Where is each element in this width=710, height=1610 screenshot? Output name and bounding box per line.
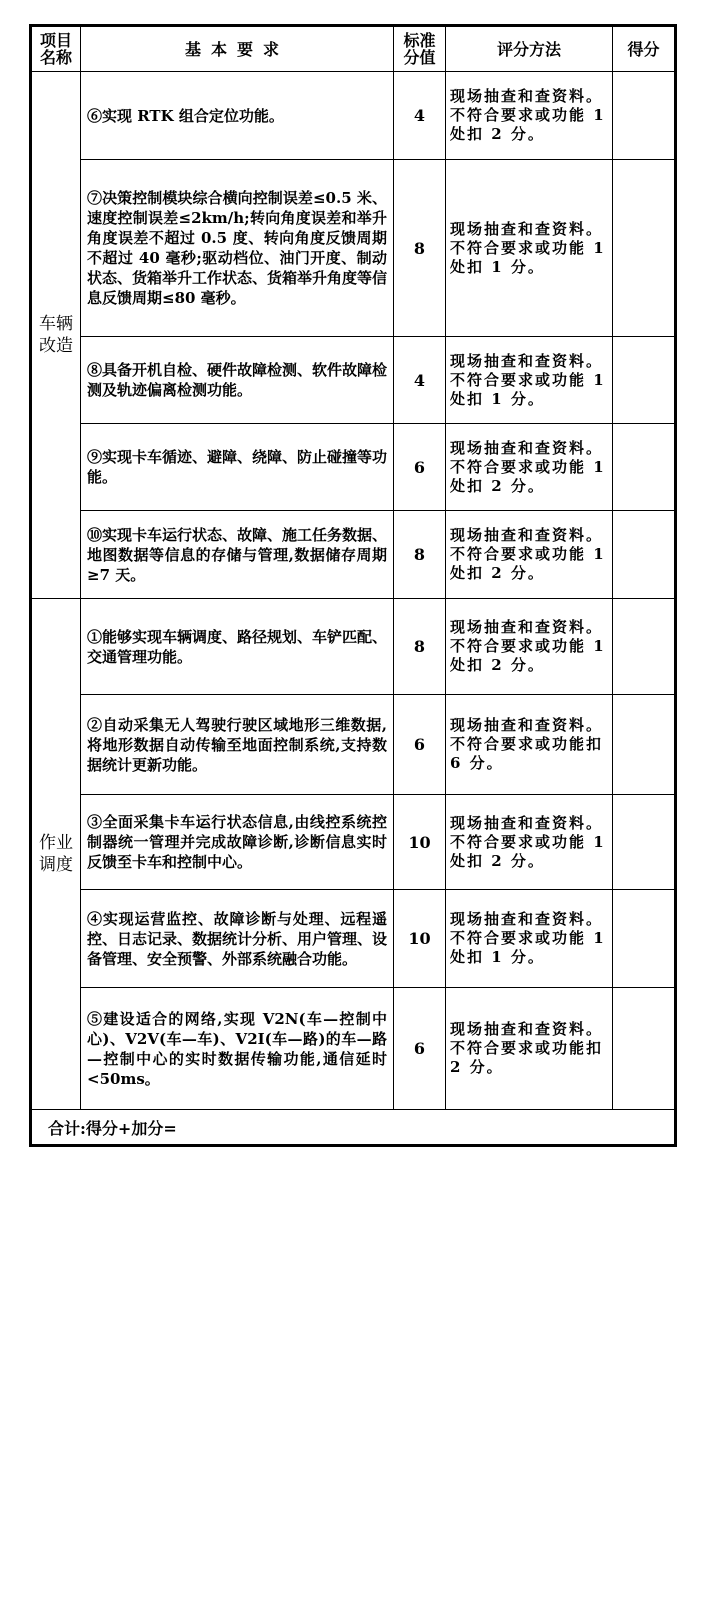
method-cell: 现场抽查和查资料。不符合要求或功能 1 处扣 2 分。 xyxy=(446,511,613,599)
table-row xyxy=(31,160,676,337)
method-cell: 现场抽查和查资料。不符合要求或功能 1 处扣 2 分。 xyxy=(446,424,613,511)
table-row xyxy=(31,424,676,511)
header-requirement: 基本要求 xyxy=(81,26,394,72)
requirement-cell: ⑨实现卡车循迹、避障、绕障、防止碰撞等功能。 xyxy=(81,424,394,511)
requirement-cell: ⑩实现卡车运行状态、故障、施工任务数据、地图数据等信息的存储与管理,数据储存周期≥7 天。 xyxy=(81,511,394,599)
score-cell: 8 xyxy=(394,511,446,599)
requirement-cell: ⑥实现 RTK 组合定位功能。 xyxy=(81,72,394,160)
score-cell: 8 xyxy=(394,599,446,695)
requirement-cell: ②自动采集无人驾驶行驶区域地形三维数据,将地形数据自动传输至地面控制系统,支持数据统计更新功能。 xyxy=(81,695,394,795)
score-cell: 4 xyxy=(394,72,446,160)
category-cell: 作业 调度 xyxy=(31,599,81,1110)
table-row xyxy=(31,72,676,160)
score-cell: 8 xyxy=(394,160,446,337)
got-cell xyxy=(613,795,676,890)
requirement-cell: ④实现运营监控、故障诊断与处理、远程遥控、日志记录、数据统计分析、用户管理、设备管理、安全预警、外部系统融合功能。 xyxy=(81,890,394,988)
score-cell: 10 xyxy=(394,890,446,988)
score-cell: 6 xyxy=(394,695,446,795)
requirement-cell: ⑦决策控制模块综合横向控制误差≤0.5 米、速度控制误差≤2km/h;转向角度误差和举升角度误差不超过 0.5 度、转向角度反馈周期不超过 40 毫秒;驱动档位、油门开度、制动状态、货箱举升工作状态、货箱举升角度等信息反馈周期≤80 毫秒。 xyxy=(81,160,394,337)
requirement-cell: ③全面采集卡车运行状态信息,由线控系统控制器统一管理并完成故障诊断,诊断信息实时反馈至卡车和控制中心。 xyxy=(81,795,394,890)
score-cell: 10 xyxy=(394,795,446,890)
method-cell: 现场抽查和查资料。不符合要求或功能扣 2 分。 xyxy=(446,988,613,1110)
header-method: 评分方法 xyxy=(446,26,613,72)
header-score: 标准 分值 xyxy=(394,26,446,72)
method-cell: 现场抽查和查资料。不符合要求或功能 1 处扣 2 分。 xyxy=(446,72,613,160)
table-row xyxy=(31,695,676,795)
method-cell: 现场抽查和查资料。不符合要求或功能 1 处扣 2 分。 xyxy=(446,795,613,890)
method-cell: 现场抽查和查资料。不符合要求或功能 1 处扣 1 分。 xyxy=(446,160,613,337)
table-row xyxy=(31,599,676,695)
got-cell xyxy=(613,511,676,599)
got-cell xyxy=(613,160,676,337)
header-got: 得分 xyxy=(613,26,676,72)
total-cell: 合计:得分+加分= xyxy=(31,1110,676,1146)
category-cell: 车辆 改造 xyxy=(31,72,81,599)
scoring-table xyxy=(29,24,677,1147)
got-cell xyxy=(613,890,676,988)
score-cell: 6 xyxy=(394,424,446,511)
table-row xyxy=(31,988,676,1110)
requirement-cell: ①能够实现车辆调度、路径规划、车铲匹配、交通管理功能。 xyxy=(81,599,394,695)
header-project: 项目 名称 xyxy=(31,26,81,72)
method-cell: 现场抽查和查资料。不符合要求或功能扣 6 分。 xyxy=(446,695,613,795)
got-cell xyxy=(613,337,676,424)
got-cell xyxy=(613,424,676,511)
requirement-cell: ⑧具备开机自检、硬件故障检测、软件故障检测及轨迹偏离检测功能。 xyxy=(81,337,394,424)
table-row xyxy=(31,337,676,424)
table-header-row xyxy=(31,26,676,72)
got-cell xyxy=(613,599,676,695)
got-cell xyxy=(613,72,676,160)
table-row xyxy=(31,890,676,988)
method-cell: 现场抽查和查资料。不符合要求或功能 1 处扣 1 分。 xyxy=(446,337,613,424)
got-cell xyxy=(613,988,676,1110)
score-cell: 4 xyxy=(394,337,446,424)
table-row xyxy=(31,511,676,599)
table-row xyxy=(31,795,676,890)
total-row xyxy=(31,1110,676,1146)
method-cell: 现场抽查和查资料。不符合要求或功能 1 处扣 1 分。 xyxy=(446,890,613,988)
method-cell: 现场抽查和查资料。不符合要求或功能 1 处扣 2 分。 xyxy=(446,599,613,695)
score-cell: 6 xyxy=(394,988,446,1110)
requirement-cell: ⑤建设适合的网络,实现 V2N(车—控制中心)、V2V(车—车)、V2I(车—路)的车—路—控制中心的实时数据传输功能,通信延时<50ms。 xyxy=(81,988,394,1110)
got-cell xyxy=(613,695,676,795)
